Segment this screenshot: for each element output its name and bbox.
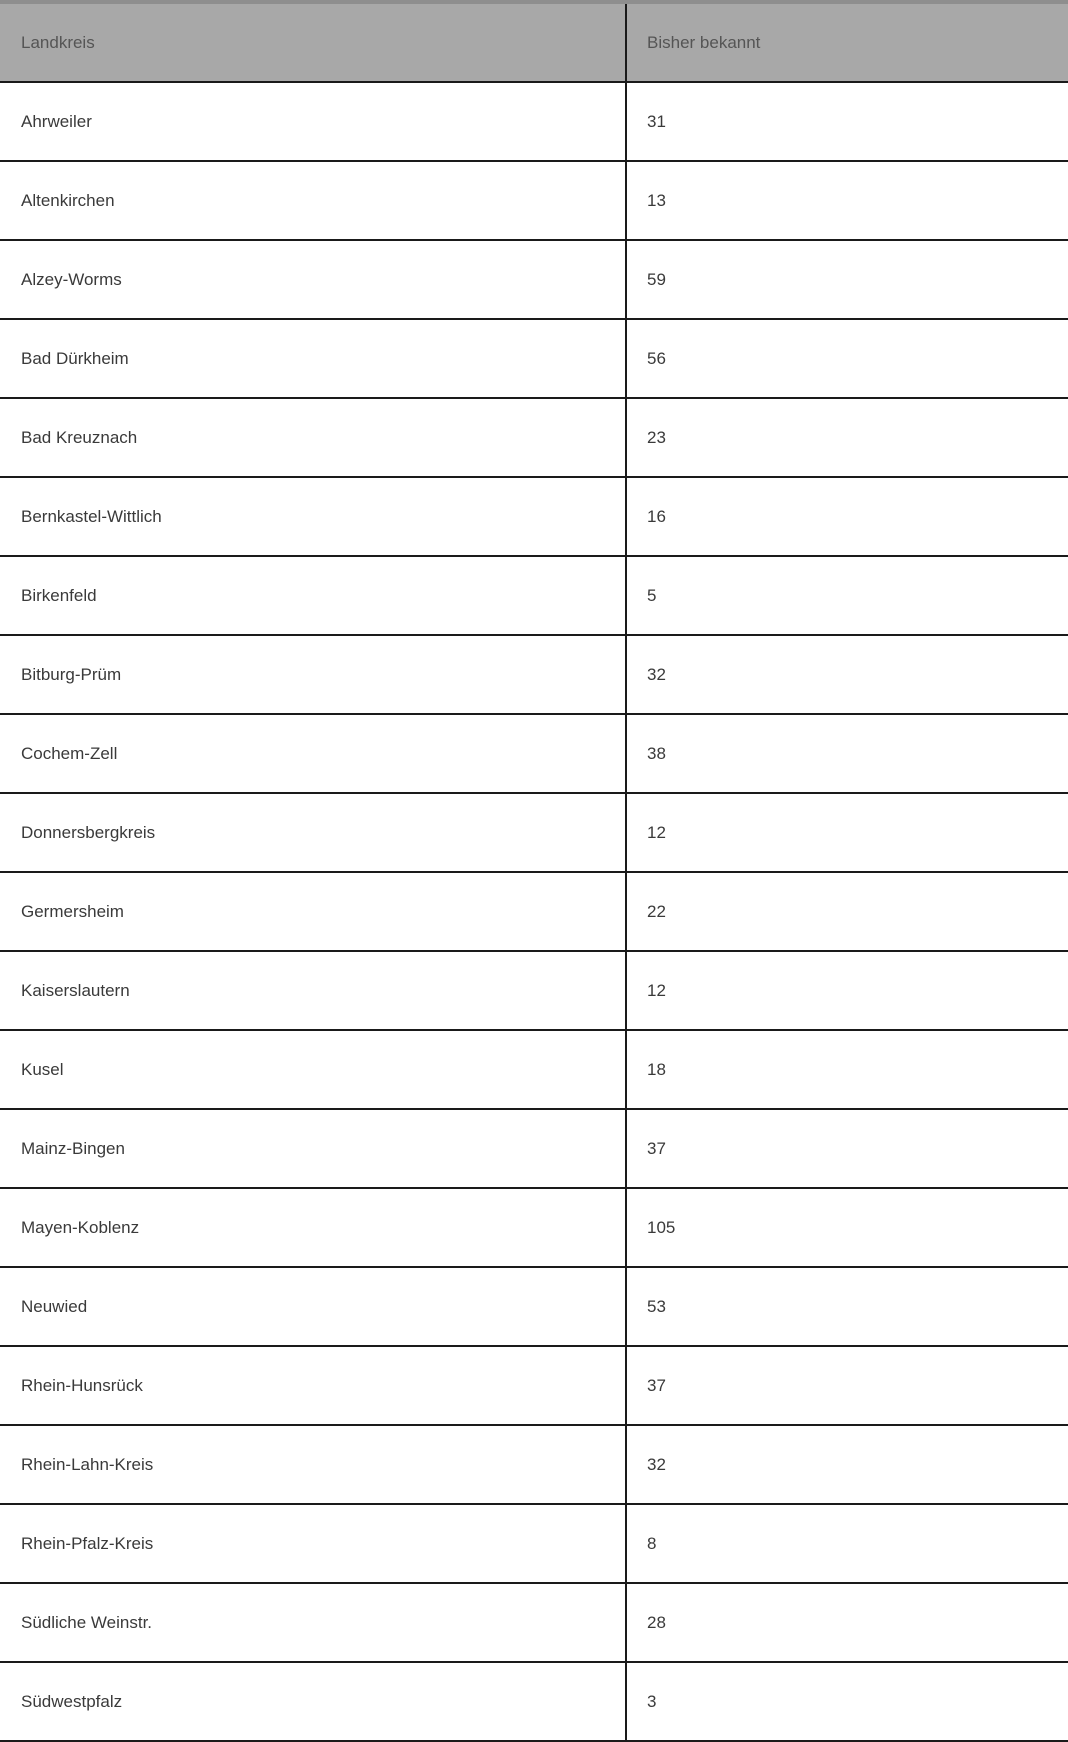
cell-bisher-bekannt: 56 (647, 348, 666, 368)
table-row (0, 1505, 1068, 1584)
table-row (0, 1426, 1068, 1505)
table-row (0, 320, 1068, 399)
cell-landkreis: Germersheim (0, 873, 627, 950)
table-row (0, 478, 1068, 557)
cell-landkreis: Rhein-Pfalz-Kreis (0, 1505, 627, 1582)
cell-bisher-bekannt: 59 (647, 269, 666, 289)
cell-bisher-bekannt: 105 (647, 1217, 676, 1237)
cell-bisher-bekannt: 38 (647, 743, 666, 763)
cell-bisher-bekannt: 12 (647, 980, 666, 1000)
cell-landkreis: Cochem-Zell (0, 715, 627, 792)
table-body (0, 83, 1068, 1742)
cell-landkreis: Kusel (0, 1031, 627, 1108)
table-row (0, 794, 1068, 873)
column-header-bisher-bekannt[interactable]: Bisher bekannt (647, 32, 761, 52)
cell-landkreis: Birkenfeld (0, 557, 627, 634)
cell-landkreis: Ahrweiler (0, 83, 627, 160)
cell-bisher-bekannt: 32 (647, 664, 666, 684)
cell-bisher-bekannt: 37 (647, 1375, 666, 1395)
table-row (0, 1110, 1068, 1189)
table-row (0, 636, 1068, 715)
cell-landkreis: Südwestpfalz (0, 1663, 627, 1740)
cell-bisher-bekannt: 13 (647, 190, 666, 210)
cell-landkreis: Mayen-Koblenz (0, 1189, 627, 1266)
cell-landkreis: Alzey-Worms (0, 241, 627, 318)
table-row (0, 162, 1068, 241)
cell-landkreis: Altenkirchen (0, 162, 627, 239)
cell-bisher-bekannt: 5 (647, 585, 657, 605)
table-row (0, 399, 1068, 478)
table-row (0, 1584, 1068, 1663)
table-header-row (0, 4, 1068, 83)
cell-bisher-bekannt: 22 (647, 901, 666, 921)
cell-bisher-bekannt: 18 (647, 1059, 666, 1079)
table-row (0, 1031, 1068, 1110)
cell-bisher-bekannt: 8 (647, 1533, 657, 1553)
cell-landkreis: Neuwied (0, 1268, 627, 1345)
cell-landkreis: Südliche Weinstr. (0, 1584, 627, 1661)
table-row (0, 952, 1068, 1031)
table-row (0, 1663, 1068, 1742)
cell-bisher-bekannt: 53 (647, 1296, 666, 1316)
cell-landkreis: Donnersbergkreis (0, 794, 627, 871)
table-row (0, 715, 1068, 794)
table-row (0, 1189, 1068, 1268)
cell-bisher-bekannt: 31 (647, 111, 666, 131)
cell-landkreis: Kaiserslautern (0, 952, 627, 1029)
cell-landkreis: Bad Kreuznach (0, 399, 627, 476)
cell-landkreis: Rhein-Hunsrück (0, 1347, 627, 1424)
cell-bisher-bekannt: 28 (647, 1612, 666, 1632)
table-row (0, 241, 1068, 320)
table-row (0, 1268, 1068, 1347)
cell-landkreis: Bitburg-Prüm (0, 636, 627, 713)
cell-bisher-bekannt: 37 (647, 1138, 666, 1158)
table-row (0, 83, 1068, 162)
table-row (0, 873, 1068, 952)
cell-bisher-bekannt: 32 (647, 1454, 666, 1474)
cell-landkreis: Bad Dürkheim (0, 320, 627, 397)
cell-bisher-bekannt: 3 (647, 1691, 657, 1711)
column-header-landkreis[interactable]: Landkreis (0, 4, 627, 81)
table-row (0, 1347, 1068, 1426)
cell-landkreis: Mainz-Bingen (0, 1110, 627, 1187)
table-row (0, 557, 1068, 636)
cell-landkreis: Bernkastel-Wittlich (0, 478, 627, 555)
cell-bisher-bekannt: 16 (647, 506, 666, 526)
cell-bisher-bekannt: 23 (647, 427, 666, 447)
cell-bisher-bekannt: 12 (647, 822, 666, 842)
cell-landkreis: Rhein-Lahn-Kreis (0, 1426, 627, 1503)
